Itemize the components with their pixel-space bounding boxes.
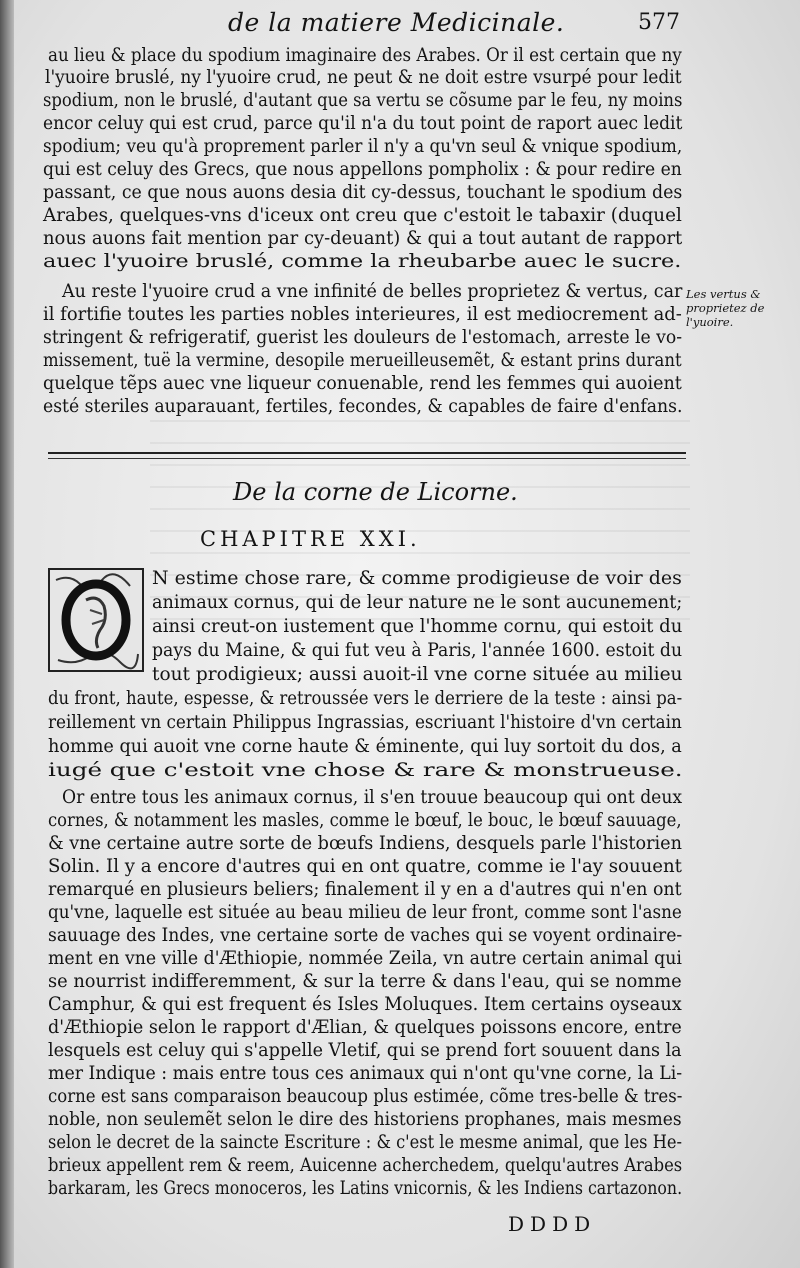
show-through-texture — [150, 420, 690, 620]
text-line: se nourrist indifferemment, & sur la terre & dans l'eau, qui se nomme — [48, 971, 682, 992]
text-line: quelque tẽps auec vne liqueur conuenable, rend les femmes qui auoient — [43, 373, 682, 394]
text-line: corne est sans comparaison beaucoup plus estimée, cõme tres-belle & tres- — [48, 1086, 683, 1107]
text-line: barkaram, les Grecs monoceros, les Latins vnicornis, & les Indiens cartazonon. — [48, 1178, 683, 1199]
text-line: ment en vne ville d'Æthiopie, nommée Zeila, vn autre certain animal qui — [48, 948, 682, 969]
running-title: de la matiere Medicinale. — [228, 8, 565, 37]
text-line: reillement vn certain Philippus Ingrassias, escriuant l'histoire d'vn certain — [48, 712, 682, 733]
margin-note: Les vertus & proprietez de l'yuoire. — [686, 287, 765, 329]
text-line: pays du Maine, & qui fut veu à Paris, l'année 1600. estoit du — [152, 640, 683, 661]
text-line: Au reste l'yuoire crud a vne infinité de belles proprietez & vertus, car — [62, 281, 683, 302]
text-line: mer Indique : mais entre tous ces animaux qui n'ont qu'vne corne, la Li- — [48, 1063, 683, 1084]
text-line: au lieu & place du spodium imaginaire des Arabes. Or il est certain que ny — [48, 45, 682, 66]
text-line: esté steriles auparauant, fertiles, fecondes, & capables de faire d'enfans. — [43, 396, 683, 417]
text-line: Or entre tous les animaux cornus, il s'en trouue beaucoup qui ont deux — [62, 787, 683, 808]
text-line: qui est celuy des Grecs, que nous appellons pompholix : & pour redire en — [43, 159, 682, 180]
text-line: brieux appellent rem & reem, Auicenne acherchedem, quelqu'autres Arabes — [48, 1155, 683, 1176]
text-line: remarqué en plusieurs beliers; finalement il y en a d'autres qui n'en ont — [48, 879, 682, 900]
text-line: lesquels est celuy qui s'appelle Vletif, qui se prend fort souuent dans la — [48, 1040, 682, 1061]
text-line: cornes, & notamment les masles, comme le bœuf, le bouc, le bœuf sauuage, — [48, 810, 682, 831]
decorated-initial-o-icon — [48, 568, 144, 672]
divider-rule-thin — [48, 458, 686, 459]
text-line: & vne certaine autre sorte de bœufs Indiens, desquels parle l'historien — [48, 833, 682, 854]
text-line: selon le decret de la saincte Escriture : & c'est le mesme animal, que les He- — [48, 1132, 682, 1153]
text-line: spodium; veu qu'à proprement parler il n'y a qu'vn seul & vnique spodium, — [43, 136, 683, 157]
printer-signature-mark: DDDD — [508, 1212, 597, 1236]
divider-rule — [48, 452, 686, 454]
text-line: il fortifie toutes les parties nobles interieures, il est mediocrement ad- — [43, 304, 682, 325]
text-line: iugé que c'estoit vne chose & rare & monstrueuse. — [48, 760, 683, 781]
text-line: auec l'yuoire bruslé, comme la rheubarbe auec le sucre. — [43, 251, 682, 272]
text-line: noble, non seulemẽt selon le dire des historiens prophanes, mais mesmes — [48, 1109, 682, 1130]
text-line: qu'vne, laquelle est située au beau milieu de leur front, comme sont l'asne — [48, 902, 682, 923]
chapter-title: CHAPITRE XXI. — [200, 527, 421, 551]
text-line: animaux cornus, qui de leur nature ne le sont aucunement; — [152, 592, 683, 613]
section-title: De la corne de Licorne. — [233, 478, 518, 506]
text-line: encor celuy qui est crud, parce qu'il n'a du tout point de raport auec ledit — [43, 113, 683, 134]
text-line: d'Æthiopie selon le rapport d'Ælian, & quelques poissons encore, entre — [48, 1017, 682, 1038]
text-line: sauuage des Indes, vne certaine sorte de vaches qui se voyent ordinaire- — [48, 925, 683, 946]
text-line: ainsi creut-on iustement que l'homme cornu, qui estoit du — [152, 616, 683, 637]
page-number: 577 — [638, 10, 680, 35]
text-line: homme qui auoit vne corne haute & éminente, qui luy sortoit du dos, a — [48, 736, 682, 757]
text-line: Camphur, & qui est frequent és Isles Moluques. Item certains oyseaux — [48, 994, 682, 1015]
text-line: Solin. Il y a encore d'autres qui en ont quatre, comme ie l'ay souuent — [48, 856, 682, 877]
page-gutter-shadow — [0, 0, 14, 1268]
text-line: N estime chose rare, & comme prodigieuse de voir des — [152, 568, 682, 589]
text-line: nous auons fait mention par cy-deuant) & qui a tout autant de rapport — [43, 228, 683, 249]
page-header — [0, 6, 800, 42]
text-line: tout prodigieux; aussi auoit-il vne corne située au milieu — [152, 664, 683, 685]
text-line: du front, haute, espesse, & retroussée vers le derriere de la teste : ainsi pa- — [48, 688, 683, 709]
text-line: passant, ce que nous auons desia dit cy-dessus, touchant le spodium des — [43, 182, 683, 203]
text-line: Arabes, quelques-vns d'iceux ont creu que c'estoit le tabaxir (duquel — [43, 205, 682, 226]
text-line: spodium, non le bruslé, d'autant que sa vertu se cõsume par le feu, ny moins — [43, 90, 683, 111]
text-line: missement, tuë la vermine, desopile merueilleusemẽt, & estant prins durant — [43, 350, 682, 371]
text-line: stringent & refrigeratif, guerist les douleurs de l'estomach, arreste le vo- — [43, 327, 683, 348]
text-line: l'yuoire bruslé, ny l'yuoire crud, ne peut & ne doit estre vsurpé pour ledit — [45, 67, 682, 88]
